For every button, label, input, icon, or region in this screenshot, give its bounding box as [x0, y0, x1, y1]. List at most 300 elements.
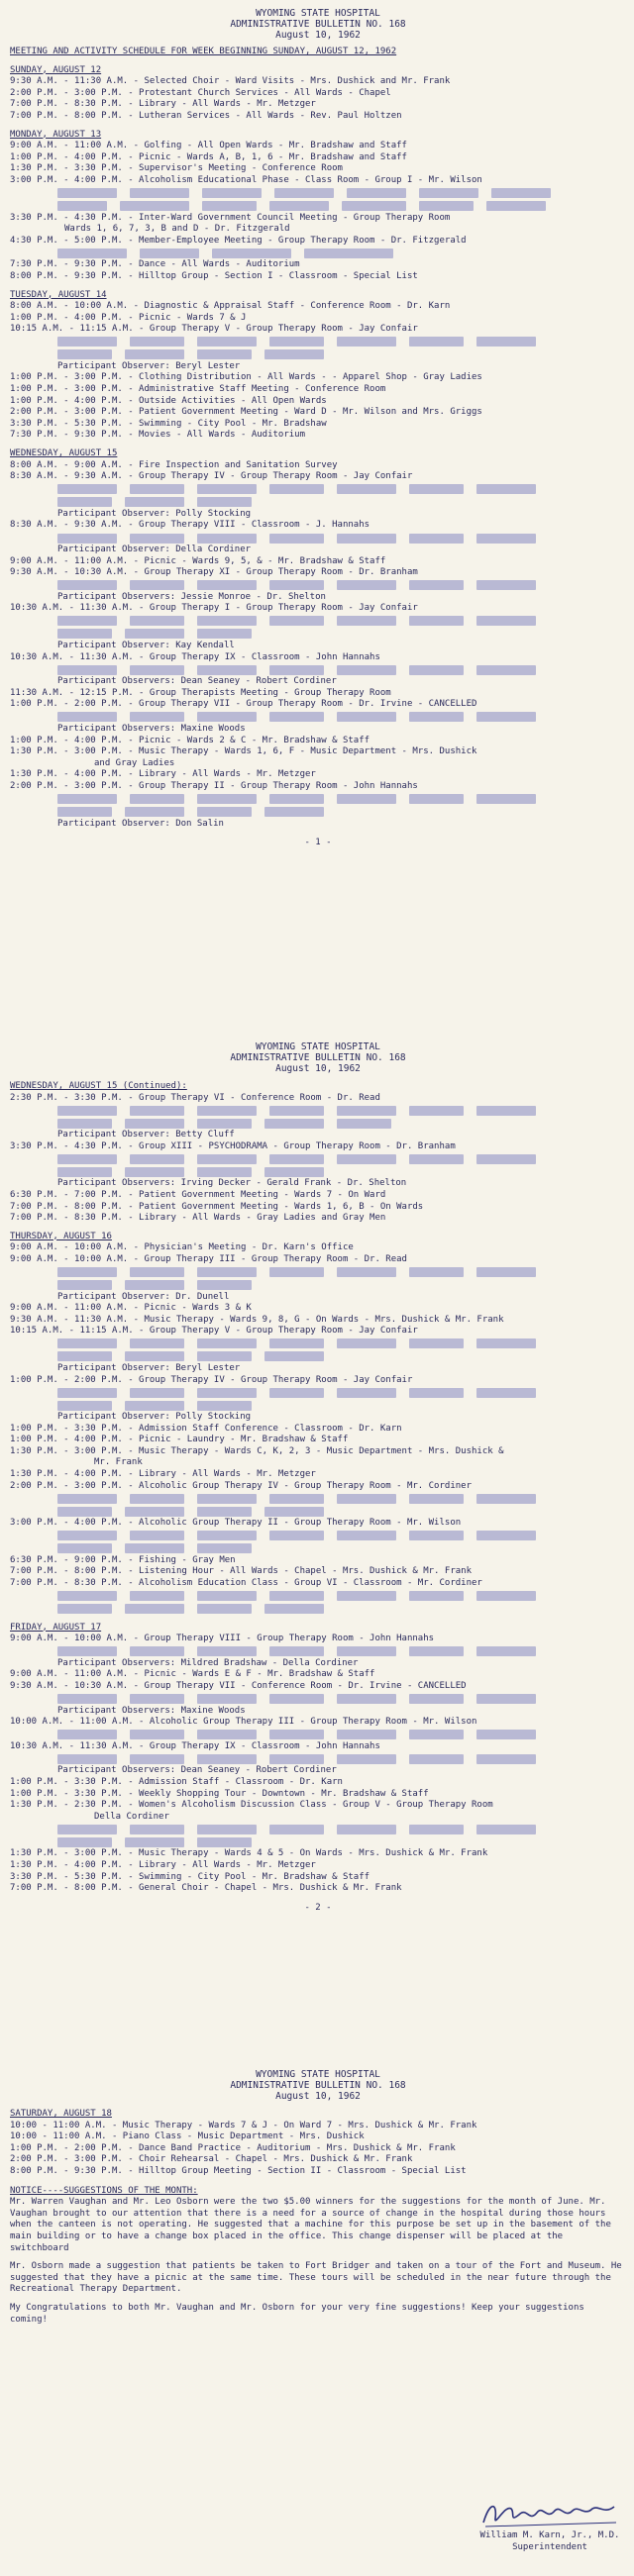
- schedule-entry: 8:00 P.M. - 9:30 P.M. - Hilltop Group Meeting - Section II - Classroom - Special List: [10, 2165, 467, 2176]
- redaction-bar: [130, 1338, 184, 1348]
- redaction-bar: [409, 1338, 464, 1348]
- redaction-bar: [486, 201, 546, 211]
- redacted-names: [10, 1542, 626, 1555]
- redaction-bar: [197, 1401, 252, 1411]
- day-heading: SUNDAY, AUGUST 12: [10, 64, 102, 75]
- schedule-entry: Wards 1, 6, 7, 3, B and D - Dr. Fitzgerald: [64, 224, 290, 235]
- redaction-bar: [130, 1106, 184, 1116]
- redaction-bar: [409, 534, 464, 544]
- redacted-names: [10, 1752, 626, 1765]
- observer-line: Participant Observer: Della Cordiner: [57, 545, 252, 554]
- notice-paragraph: Mr. Warren Vaughan and Mr. Leo Osborn were the two $5.00 winners for the suggestions for the month of June. Mr. Vaughan brought to our attention that there is a need for a source of change in the hospital during those hours when the canteen is not operating. He suggested that a machine for this purpose be set up in the basement of the main building or to have a change box placed in the office. This change dispenser will be placed at the switchboard: [10, 2197, 611, 2253]
- schedule-entry: 1:00 P.M. - 3:00 P.M. - Administrative Staff Meeting - Conference Room: [10, 384, 386, 395]
- redaction-bar: [269, 1154, 324, 1164]
- schedule-entry: 1:30 P.M. - 2:30 P.M. - Women's Alcoholism Discussion Class - Group V - Group Therapy Room: [10, 1800, 493, 1811]
- schedule-entry: 3:30 P.M. - 4:30 P.M. - Group XIII - PSYCHODRAMA - Group Therapy Room - Dr. Branham: [10, 1140, 456, 1151]
- redaction-bar: [304, 248, 393, 258]
- schedule-entry: 7:00 P.M. - 8:30 P.M. - Library - All Wards - Mr. Metzger: [10, 99, 316, 110]
- redaction-bar: [476, 1388, 536, 1398]
- redaction-bar: [269, 1694, 324, 1704]
- schedule-entry: 8:30 A.M. - 9:30 A.M. - Group Therapy VIII - Classroom - J. Hannahs: [10, 520, 370, 531]
- redacted-names: [10, 200, 626, 213]
- redaction-bar: [197, 616, 257, 626]
- observer-line: Participant Observer: Betty Cluff: [57, 1130, 235, 1140]
- schedule-entry: 9:00 A.M. - 11:00 A.M. - Picnic - Wards 9, 5, & - Mr. Bradshaw & Staff: [10, 555, 386, 566]
- redaction-bar: [197, 1591, 257, 1601]
- observer-line: Participant Observer: Polly Stocking: [57, 508, 252, 519]
- schedule-entry: 2:00 P.M. - 3:00 P.M. - Choir Rehearsal - Chapel - Mrs. Dushick & Mr. Frank: [10, 2154, 413, 2165]
- redacted-names: [10, 348, 626, 361]
- redacted-names: [10, 1645, 626, 1658]
- redaction-bar: [264, 1119, 324, 1129]
- redaction-bar: [476, 337, 536, 347]
- redacted-names: [10, 247, 626, 259]
- schedule-entry: 7:00 P.M. - 8:00 P.M. - Listening Hour - All Wards - Chapel - Mrs. Dushick & Mr. Frank: [10, 1566, 472, 1577]
- redaction-bar: [264, 349, 324, 359]
- schedule-entry: 7:00 P.M. - 8:00 P.M. - General Choir - Chapel - Mrs. Dushick & Mr. Frank: [10, 1883, 402, 1894]
- redaction-bar: [197, 1604, 252, 1614]
- redaction-bar: [269, 1646, 324, 1656]
- redaction-bar: [202, 201, 257, 211]
- redaction-bar: [57, 484, 117, 494]
- redacted-names: [10, 1492, 626, 1505]
- page-2: [10, 1041, 626, 1914]
- redaction-bar: [130, 1388, 184, 1398]
- redaction-bar: [337, 1119, 391, 1129]
- redaction-bar: [337, 794, 396, 804]
- redaction-bar: [274, 188, 334, 198]
- redaction-bar: [409, 1694, 464, 1704]
- redaction-bar: [337, 1730, 396, 1739]
- redaction-bar: [337, 1338, 396, 1348]
- redaction-bar: [337, 1154, 396, 1164]
- schedule-entry: 11:30 A.M. - 12:15 P.M. - Group Therapists Meeting - Group Therapy Room: [10, 687, 391, 698]
- redaction-bar: [57, 1338, 117, 1348]
- redaction-bar: [125, 1167, 184, 1177]
- redaction-bar: [57, 1494, 117, 1504]
- redaction-bar: [130, 484, 184, 494]
- redaction-bar: [476, 580, 536, 590]
- redacted-names: [10, 336, 626, 348]
- day-heading: SATURDAY, AUGUST 18: [10, 2109, 112, 2119]
- schedule-entry: 10:30 A.M. - 11:30 A.M. - Group Therapy I - Group Therapy Room - Jay Confair: [10, 603, 418, 614]
- redaction-bar: [269, 665, 324, 675]
- redaction-bar: [409, 794, 464, 804]
- redaction-bar: [476, 712, 536, 722]
- redaction-bar: [57, 1543, 112, 1553]
- redaction-bar: [197, 1338, 257, 1348]
- schedule-entry: 9:00 A.M. - 11:00 A.M. - Picnic - Wards E & F - Mr. Bradshaw & Staff: [10, 1669, 375, 1680]
- redaction-bar: [264, 1507, 324, 1517]
- redaction-bar: [197, 807, 252, 817]
- redaction-bar: [476, 1106, 536, 1116]
- redaction-bar: [269, 1825, 324, 1834]
- redaction-bar: [125, 1507, 184, 1517]
- redaction-bar: [197, 1267, 257, 1277]
- redacted-names: [10, 1835, 626, 1848]
- schedule-entry: 9:30 A.M. - 11:30 A.M. - Music Therapy - Wards 9, 8, G - On Wards - Mrs. Dushick & Mr. Frank: [10, 1314, 504, 1325]
- redaction-bar: [57, 1591, 117, 1601]
- schedule-entry: 8:00 P.M. - 9:30 P.M. - Hilltop Group - Section I - Classroom - Special List: [10, 270, 418, 281]
- redaction-bar: [57, 580, 117, 590]
- redaction-bar: [130, 1646, 184, 1656]
- redaction-bar: [337, 337, 396, 347]
- schedule-entry: 1:00 P.M. - 2:00 P.M. - Group Therapy IV - Group Therapy Room - Jay Confair: [10, 1374, 413, 1385]
- redaction-bar: [57, 1825, 117, 1834]
- schedule-entry: 9:30 A.M. - 10:30 A.M. - Group Therapy XI - Group Therapy Room - Dr. Branham: [10, 567, 418, 578]
- page-2-schedule: [10, 1081, 626, 1895]
- redacted-names: [10, 628, 626, 641]
- page-1-header: [10, 8, 626, 41]
- page-3: [10, 2069, 626, 2326]
- schedule-entry: 9:00 A.M. - 10:00 A.M. - Group Therapy III - Group Therapy Room - Dr. Read: [10, 1253, 407, 1264]
- redacted-names: [10, 663, 626, 676]
- redaction-bar: [197, 1351, 252, 1361]
- schedule-entry: 6:30 P.M. - 9:00 P.M. - Fishing - Gray Men: [10, 1554, 236, 1565]
- redaction-bar: [57, 794, 117, 804]
- schedule-entry: 3:30 P.M. - 5:30 P.M. - Swimming - City Pool - Mr. Bradshaw & Staff: [10, 1871, 370, 1882]
- redaction-bar: [269, 1494, 324, 1504]
- schedule-entry: 9:00 A.M. - 10:00 A.M. - Group Therapy VIII - Group Therapy Room - John Hannahs: [10, 1634, 435, 1644]
- redaction-bar: [130, 1730, 184, 1739]
- schedule-entry: 1:00 P.M. - 4:00 P.M. - Picnic - Wards 7 & J: [10, 312, 247, 323]
- redacted-names: [10, 1505, 626, 1518]
- notice-paragraph: My Congratulations to both Mr. Vaughan and Mr. Osborn for your very fine suggestions! Keep your suggestions coming!: [10, 2302, 584, 2325]
- redaction-bar: [197, 349, 252, 359]
- redaction-bar: [130, 1494, 184, 1504]
- schedule-entry: 10:15 A.M. - 11:15 A.M. - Group Therapy V - Group Therapy Room - Jay Confair: [10, 1326, 418, 1337]
- redacted-names: [10, 483, 626, 496]
- observer-line: Participant Observers: Jessie Monroe - Dr. Shelton: [57, 591, 326, 602]
- redaction-bar: [57, 1837, 112, 1847]
- schedule-entry: Della Cordiner: [94, 1811, 169, 1822]
- redaction-bar: [130, 794, 184, 804]
- redaction-bar: [337, 1754, 396, 1764]
- redaction-bar: [409, 1646, 464, 1656]
- redacted-names: [10, 496, 626, 509]
- redaction-bar: [197, 1837, 252, 1847]
- notice-paragraph: Mr. Osborn made a suggestion that patients be taken to Fort Bridger and taken on a tour of the Fort and Museum. He suggested that they have a picnic at the same time. These tours will be scheduled in the near future through the Recreational Therapy Department.: [10, 2261, 622, 2295]
- bulletin-date: August 10, 1962: [275, 30, 361, 41]
- redaction-bar: [409, 1154, 464, 1164]
- redaction-bar: [197, 1167, 252, 1177]
- redaction-bar: [57, 1267, 117, 1277]
- signatory-title: Superintendent: [512, 2541, 587, 2552]
- day-heading: FRIDAY, AUGUST 17: [10, 1622, 102, 1633]
- redaction-bar: [409, 337, 464, 347]
- observer-line: Participant Observer: Beryl Lester: [57, 1362, 241, 1373]
- redaction-bar: [476, 794, 536, 804]
- redaction-bar: [57, 497, 112, 507]
- schedule-entry: 9:00 A.M. - 11:00 A.M. - Golfing - All Open Wards - Mr. Bradshaw and Staff: [10, 141, 407, 151]
- redaction-bar: [130, 337, 184, 347]
- page-3-schedule: [10, 2109, 626, 2178]
- schedule-entry: 1:00 P.M. - 3:30 P.M. - Admission Staff Conference - Classroom - Dr. Karn: [10, 1423, 402, 1434]
- redaction-bar: [197, 534, 257, 544]
- schedule-entry: 8:30 A.M. - 9:30 A.M. - Group Therapy IV - Group Therapy Room - Jay Confair: [10, 471, 413, 482]
- redaction-bar: [130, 580, 184, 590]
- redaction-bar: [212, 248, 291, 258]
- redacted-names: [10, 1530, 626, 1542]
- bulletin-date: August 10, 1962: [275, 1063, 361, 1074]
- observer-line: Participant Observer: Don Salin: [57, 818, 224, 829]
- redaction-bar: [269, 534, 324, 544]
- schedule-entry: 10:15 A.M. - 11:15 A.M. - Group Therapy V - Group Therapy Room - Jay Confair: [10, 324, 418, 335]
- page-1-schedule: [10, 65, 626, 831]
- hospital-name: WYOMING STATE HOSPITAL: [256, 1041, 380, 1052]
- redaction-bar: [202, 188, 262, 198]
- redaction-bar: [57, 349, 112, 359]
- schedule-entry: 1:00 P.M. - 4:00 P.M. - Picnic - Wards 2 & C - Mr. Bradshaw & Staff: [10, 735, 370, 745]
- redaction-bar: [197, 665, 257, 675]
- redaction-bar: [269, 1531, 324, 1540]
- observer-line: Participant Observers: Maxine Woods: [57, 1705, 246, 1716]
- redaction-bar: [337, 1106, 396, 1116]
- redaction-bar: [269, 712, 324, 722]
- redaction-bar: [125, 1837, 184, 1847]
- redaction-bar: [125, 1351, 184, 1361]
- redaction-bar: [337, 1267, 396, 1277]
- day-heading: WEDNESDAY, AUGUST 15 (Continued):: [10, 1081, 187, 1091]
- redaction-bar: [57, 665, 117, 675]
- hospital-name: WYOMING STATE HOSPITAL: [256, 2069, 380, 2080]
- redaction-bar: [269, 1338, 324, 1348]
- redaction-bar: [476, 1338, 536, 1348]
- redaction-bar: [476, 1531, 536, 1540]
- redaction-bar: [120, 201, 189, 211]
- redacted-names: [10, 1590, 626, 1603]
- schedule-entry: 1:00 P.M. - 4:00 P.M. - Picnic - Laundry - Mr. Bradshaw & Staff: [10, 1435, 349, 1445]
- redaction-bar: [409, 1494, 464, 1504]
- day-heading: TUESDAY, AUGUST 14: [10, 289, 107, 300]
- redaction-bar: [130, 1154, 184, 1164]
- signature-block: [476, 2497, 624, 2553]
- redaction-bar: [197, 1543, 252, 1553]
- schedule-entry: 1:30 P.M. - 3:30 P.M. - Supervisor's Meeting - Conference Room: [10, 163, 343, 174]
- redaction-bar: [476, 616, 536, 626]
- schedule-entry: 3:30 P.M. - 5:30 P.M. - Swimming - City Pool - Mr. Bradshaw: [10, 418, 327, 429]
- schedule-entry: 8:00 A.M. - 10:00 A.M. - Diagnostic & Appraisal Staff - Conference Room - Dr. Karn: [10, 301, 451, 312]
- redaction-bar: [337, 484, 396, 494]
- schedule-entry: 2:00 P.M. - 3:00 P.M. - Alcoholic Group Therapy IV - Group Therapy Room - Mr. Cordiner: [10, 1480, 472, 1491]
- redaction-bar: [269, 1591, 324, 1601]
- schedule-entry: 8:00 A.M. - 9:00 A.M. - Fire Inspection and Sanitation Survey: [10, 459, 338, 470]
- redaction-bar: [57, 188, 117, 198]
- redaction-bar: [269, 1388, 324, 1398]
- redaction-bar: [197, 1754, 257, 1764]
- schedule-entry: 9:30 A.M. - 10:30 A.M. - Group Therapy VII - Conference Room - Dr. Irvine - CANCELLED: [10, 1681, 467, 1691]
- observer-line: Participant Observers: Dean Seaney - Robert Cordiner: [57, 1765, 337, 1776]
- redacted-names: [10, 793, 626, 806]
- schedule-entry: 3:30 P.M. - 4:30 P.M. - Inter-Ward Government Council Meeting - Group Therapy Room: [10, 212, 451, 223]
- redacted-names: [10, 1729, 626, 1741]
- redaction-bar: [197, 794, 257, 804]
- schedule-entry: 1:00 P.M. - 3:30 P.M. - Weekly Shopping Tour - Downtown - Mr. Bradshaw & Staff: [10, 1788, 429, 1799]
- schedule-entry: 7:30 P.M. - 9:30 P.M. - Movies - All Wards - Auditorium: [10, 430, 306, 441]
- schedule-entry: 1:00 P.M. - 3:00 P.M. - Clothing Distribution - All Wards - - Apparel Shop - Gray Ladies: [10, 372, 482, 383]
- redaction-bar: [347, 188, 406, 198]
- redaction-bar: [130, 534, 184, 544]
- redaction-bar: [476, 665, 536, 675]
- redaction-bar: [140, 248, 199, 258]
- redacted-names: [10, 1386, 626, 1399]
- redaction-bar: [57, 201, 107, 211]
- schedule-entry: 3:00 P.M. - 4:00 P.M. - Alcoholic Group Therapy II - Group Therapy Room - Mr. Wilson: [10, 1518, 462, 1529]
- redaction-bar: [57, 807, 112, 817]
- redaction-bar: [130, 1531, 184, 1540]
- redaction-bar: [337, 580, 396, 590]
- redaction-bar: [409, 1106, 464, 1116]
- schedule-entry: 1:30 P.M. - 4:00 P.M. - Library - All Wards - Mr. Metzger: [10, 1859, 316, 1870]
- schedule-entry: and Gray Ladies: [94, 757, 175, 768]
- schedule-entry: 4:30 P.M. - 5:00 P.M. - Member-Employee Meeting - Group Therapy Room - Dr. Fitzgerald: [10, 235, 467, 246]
- schedule-entry: 10:30 A.M. - 11:30 A.M. - Group Therapy IX - Classroom - John Hannahs: [10, 1740, 380, 1751]
- redaction-bar: [337, 1388, 396, 1398]
- schedule-entry: 10:00 - 11:00 A.M. - Piano Class - Music Department - Mrs. Dushick: [10, 2131, 365, 2142]
- redaction-bar: [197, 712, 257, 722]
- redaction-bar: [269, 201, 329, 211]
- redaction-bar: [269, 1267, 324, 1277]
- schedule-entry: 1:00 P.M. - 3:30 P.M. - Admission Staff - Classroom - Dr. Karn: [10, 1776, 343, 1787]
- redaction-bar: [130, 665, 184, 675]
- redacted-names: [10, 1266, 626, 1279]
- schedule-entry: 1:30 P.M. - 3:00 P.M. - Music Therapy - Wards 1, 6, F - Music Department - Mrs. Dushick: [10, 746, 477, 757]
- redaction-bar: [57, 1646, 117, 1656]
- schedule-entry: 1:00 P.M. - 2:00 P.M. - Group Therapy VII - Group Therapy Room - Dr. Irvine - CANCELLED: [10, 699, 477, 710]
- observer-line: Participant Observers: Maxine Woods: [57, 723, 246, 734]
- redaction-bar: [337, 1494, 396, 1504]
- redaction-bar: [125, 497, 184, 507]
- redacted-names: [10, 1165, 626, 1178]
- schedule-entry: 1:00 P.M. - 2:00 P.M. - Dance Band Practice - Auditorium - Mrs. Dushick & Mr. Frank: [10, 2142, 456, 2153]
- redaction-bar: [197, 1531, 257, 1540]
- redaction-bar: [130, 188, 189, 198]
- redaction-bar: [57, 337, 117, 347]
- redaction-bar: [269, 1730, 324, 1739]
- redacted-names: [10, 1399, 626, 1412]
- redacted-names: [10, 1823, 626, 1835]
- redaction-bar: [57, 1604, 112, 1614]
- redacted-names: [10, 806, 626, 819]
- redaction-bar: [476, 484, 536, 494]
- schedule-entry: 7:00 P.M. - 8:30 P.M. - Library - All Wards - Gray Ladies and Gray Men: [10, 1213, 386, 1224]
- redaction-bar: [476, 1730, 536, 1739]
- redaction-bar: [409, 580, 464, 590]
- day-heading: WEDNESDAY, AUGUST 15: [10, 448, 118, 459]
- redaction-bar: [57, 1531, 117, 1540]
- page-number: - 1 -: [304, 838, 332, 848]
- redacted-names: [10, 711, 626, 724]
- redacted-names: [10, 1104, 626, 1117]
- redaction-bar: [409, 1388, 464, 1398]
- redaction-bar: [476, 1825, 536, 1834]
- schedule-entry: 1:00 P.M. - 4:00 P.M. - Outside Activities - All Open Wards: [10, 395, 327, 406]
- redaction-bar: [130, 1591, 184, 1601]
- schedule-entry: 2:00 P.M. - 3:00 P.M. - Patient Government Meeting - Ward D - Mr. Wilson and Mrs. Griggs: [10, 407, 482, 418]
- redacted-names: [10, 579, 626, 592]
- observer-line: Participant Observer: Dr. Dunell: [57, 1291, 230, 1302]
- redaction-bar: [197, 580, 257, 590]
- bulletin-date: August 10, 1962: [275, 2091, 361, 2102]
- redaction-bar: [269, 337, 324, 347]
- redacted-names: [10, 615, 626, 628]
- redaction-bar: [125, 1401, 184, 1411]
- redaction-bar: [197, 484, 257, 494]
- redaction-bar: [409, 1825, 464, 1834]
- redaction-bar: [419, 201, 474, 211]
- page-number: - 2 -: [304, 1902, 332, 1913]
- redaction-bar: [476, 1591, 536, 1601]
- redaction-bar: [57, 629, 112, 639]
- page-1: [10, 8, 626, 849]
- day-heading: THURSDAY, AUGUST 16: [10, 1231, 112, 1241]
- redaction-bar: [269, 1106, 324, 1116]
- observer-line: Participant Observers: Dean Seaney - Robert Cordiner: [57, 676, 337, 687]
- page-3-header: [10, 2069, 626, 2102]
- notice-heading: NOTICE----SUGGESTIONS OF THE MONTH:: [10, 2185, 198, 2196]
- redacted-names: [10, 187, 626, 200]
- redaction-bar: [419, 188, 478, 198]
- redaction-bar: [269, 794, 324, 804]
- observer-line: Participant Observers: Irving Decker - Gerald Frank - Dr. Shelton: [57, 1178, 407, 1189]
- schedule-entry: 2:00 P.M. - 3:00 P.M. - Protestant Church Services - All Wards - Chapel: [10, 87, 391, 98]
- redaction-bar: [337, 1694, 396, 1704]
- redacted-names: [10, 1338, 626, 1350]
- redaction-bar: [491, 188, 551, 198]
- schedule-entry: 1:30 P.M. - 4:00 P.M. - Library - All Wards - Mr. Metzger: [10, 769, 316, 780]
- redaction-bar: [130, 1267, 184, 1277]
- redaction-bar: [57, 534, 117, 544]
- redaction-bar: [130, 1825, 184, 1834]
- redaction-bar: [269, 1754, 324, 1764]
- redaction-bar: [197, 1494, 257, 1504]
- redaction-bar: [337, 712, 396, 722]
- redaction-bar: [57, 248, 127, 258]
- schedule-entry: 6:30 P.M. - 7:00 P.M. - Patient Government Meeting - Wards 7 - On Ward: [10, 1189, 386, 1200]
- schedule-entry: Mr. Frank: [94, 1457, 143, 1468]
- redaction-bar: [197, 1154, 257, 1164]
- observer-line: Participant Observers: Mildred Bradshaw - Della Cordiner: [57, 1657, 359, 1668]
- redaction-bar: [476, 534, 536, 544]
- redacted-names: [10, 532, 626, 545]
- redaction-bar: [130, 712, 184, 722]
- schedule-entry: 1:00 P.M. - 4:00 P.M. - Picnic - Wards A, B, 1, 6 - Mr. Bradshaw and Staff: [10, 151, 407, 162]
- redacted-names: [10, 1693, 626, 1706]
- redaction-bar: [197, 337, 257, 347]
- redaction-bar: [130, 1754, 184, 1764]
- redaction-bar: [197, 629, 252, 639]
- schedule-title: MEETING AND ACTIVITY SCHEDULE FOR WEEK BEGINNING SUNDAY, AUGUST 12, 1962: [10, 47, 397, 56]
- redaction-bar: [197, 1646, 257, 1656]
- schedule-entry: 10:30 A.M. - 11:30 A.M. - Group Therapy IX - Classroom - John Hannahs: [10, 651, 380, 662]
- schedule-entry: 7:00 P.M. - 8:30 P.M. - Alcoholism Education Class - Group VI - Classroom - Mr. Cordiner: [10, 1578, 482, 1589]
- redaction-bar: [197, 1106, 257, 1116]
- redaction-bar: [125, 807, 184, 817]
- schedule-entry: 3:00 P.M. - 4:00 P.M. - Alcoholism Educational Phase - Class Room - Group I - Mr. Wilson: [10, 174, 482, 185]
- redaction-bar: [125, 1119, 184, 1129]
- schedule-entry: 10:00 A.M. - 11:00 A.M. - Alcoholic Group Therapy III - Group Therapy Room - Mr. Wilson: [10, 1717, 477, 1728]
- redaction-bar: [57, 1507, 112, 1517]
- redacted-names: [10, 1152, 626, 1165]
- redaction-bar: [342, 201, 406, 211]
- redaction-bar: [57, 1351, 112, 1361]
- schedule-entry: 2:30 P.M. - 3:30 P.M. - Group Therapy VI - Conference Room - Dr. Read: [10, 1092, 380, 1103]
- redaction-bar: [197, 1119, 252, 1129]
- redaction-bar: [57, 1154, 117, 1164]
- redaction-bar: [197, 1280, 252, 1290]
- redaction-bar: [409, 616, 464, 626]
- redaction-bar: [197, 1730, 257, 1739]
